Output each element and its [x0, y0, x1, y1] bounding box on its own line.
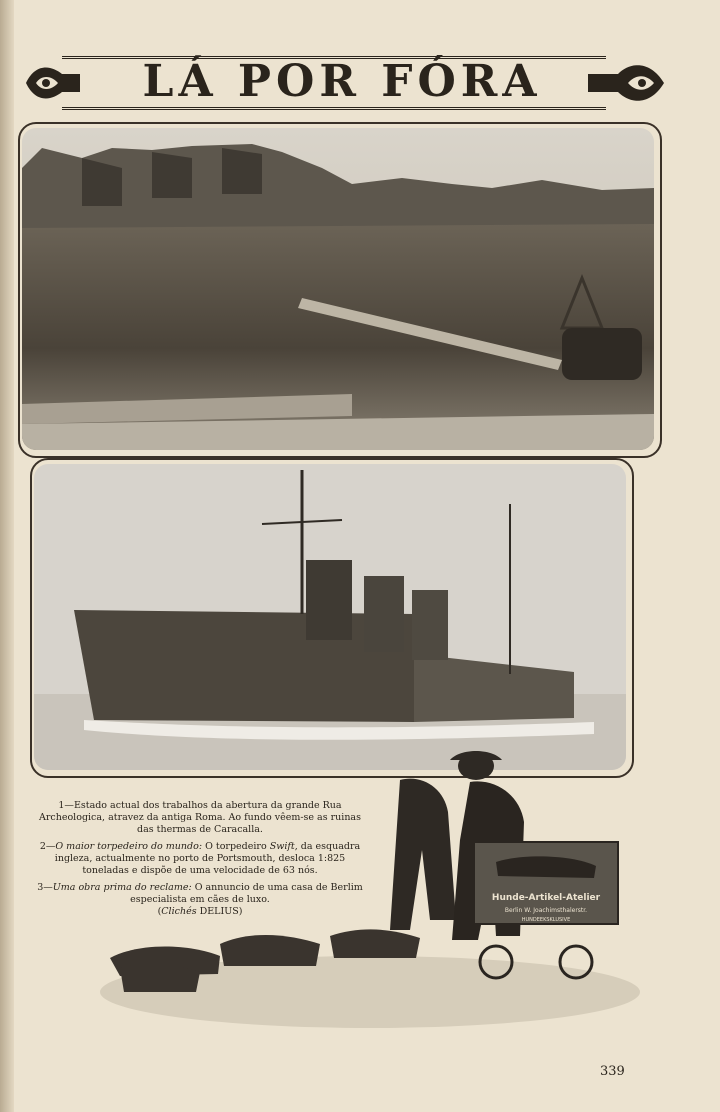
torpedo-ship-photo-icon — [34, 464, 626, 770]
header — [22, 52, 662, 114]
sign-line-1: Hunde-Artikel-Atelier — [491, 893, 601, 903]
sign-line-2: Berlin W. Joachimsthalerstr. — [504, 907, 588, 914]
caption-3-credit: DELIUS) — [196, 906, 243, 917]
caption-2-text: O torpedeiro — [202, 841, 270, 852]
caption-2-ship-name: Swift — [269, 841, 295, 852]
caption-3-number: 3— — [37, 882, 53, 893]
caption-1-number: 1— — [58, 800, 74, 811]
caption-2-italic: O maior torpedeiro do mundo: — [55, 841, 203, 852]
caption-3-text: O annuncio de uma casa de Berlim especialista em cães de luxo. — [130, 882, 363, 905]
right-ornament-icon — [588, 52, 668, 114]
sign-line-3: HUNDEEKSKLUSIVE — [521, 917, 571, 923]
page-number: 339 — [600, 1064, 625, 1079]
page-edge — [0, 0, 14, 1112]
dachshund-cart-photo-icon — [100, 730, 640, 1030]
roman-ruins-photo-icon — [22, 128, 654, 450]
caption-3-credit-open: ( — [157, 906, 162, 917]
page-title: LÁ POR FÓRA — [142, 56, 542, 107]
caption-1-text: Estado actual dos trabalhos da abertura da grande Rua Archeologica, atravez da antiga Roma. Ao fundo vêem-se as ruinas das thermas de Caracalla. — [39, 800, 361, 835]
caption-3-italic: Uma obra prima do reclame: — [52, 882, 192, 893]
caption-2-text-rest: , da esquadra ingleza, actualmente no porto de Portsmouth, desloca 1:825 toneladas e dispõe de uma velocidade de 63 nós. — [54, 841, 361, 876]
caption-3-credit-italic: Clichés — [161, 906, 197, 917]
caption-2-number: 2— — [39, 841, 56, 852]
